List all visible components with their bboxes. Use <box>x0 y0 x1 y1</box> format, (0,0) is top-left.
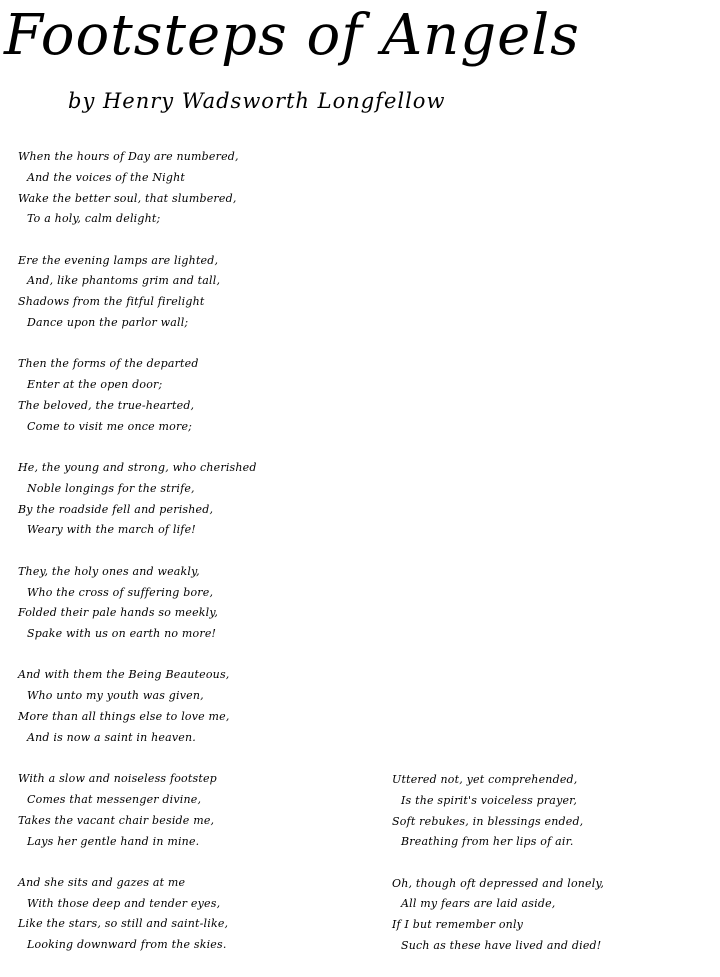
poem-line: Come to visit me once more; <box>27 419 193 433</box>
poem-line: And the voices of the Night <box>27 170 186 184</box>
poem-line: Dance upon the parlor wall; <box>27 316 189 330</box>
poem-line: Noble longings for the strife, <box>27 481 195 495</box>
poem-line: Weary with the march of life! <box>27 523 196 537</box>
poem-line: To a holy, calm delight; <box>27 212 161 226</box>
poem-byline: by Henry Wadsworth Longfellow <box>68 89 446 113</box>
poem-line: Uttered not, yet comprehended, <box>392 773 578 786</box>
poem-line: Breathing from her lips of air. <box>401 835 574 849</box>
poem-line: With those deep and tender eyes, <box>27 896 221 910</box>
poem-line: If I but remember only <box>392 918 524 932</box>
stanza <box>18 458 257 541</box>
stanza <box>18 354 257 437</box>
poem-line: He, the young and strong, who cherished <box>18 461 257 475</box>
poem-line: When the hours of Day are numbered, <box>18 150 239 163</box>
poem-line: Such as these have lived and died! <box>401 939 602 953</box>
poem-line: The beloved, the true-hearted, <box>18 398 195 412</box>
stanza <box>18 251 257 334</box>
poem-line: And, like phantoms grim and tall, <box>27 274 221 288</box>
poem-line: Who the cross of suffering bore, <box>27 585 214 599</box>
poem-line: Comes that messenger divine, <box>27 792 202 806</box>
poem-line: Like the stars, so still and saint-like, <box>18 917 229 931</box>
poem-line: Looking downward from the skies. <box>27 938 227 952</box>
poem-line: Is the spirit's voiceless prayer, <box>401 793 578 807</box>
poem-line: Soft rebukes, in blessings ended, <box>392 814 584 828</box>
poem-line: And is now a saint in heaven. <box>27 730 196 744</box>
stanza <box>18 769 257 852</box>
poem-line: With a slow and noiseless footstep <box>18 772 217 786</box>
poem-line: And she sits and gazes at me <box>18 875 186 889</box>
poem-line: Lays her gentle hand in mine. <box>27 834 200 848</box>
poem-line: More than all things else to love me, <box>18 710 230 724</box>
stanza <box>392 770 604 853</box>
poem-title: Footsteps of Angels <box>4 3 580 68</box>
stanza <box>18 873 257 956</box>
poem-line: Enter at the open door; <box>27 378 163 392</box>
stanza <box>392 874 604 957</box>
poem-line: Ere the evening lamps are lighted, <box>18 253 219 267</box>
poem-line: All my fears are laid aside, <box>401 897 556 911</box>
poem-line: Spake with us on earth no more! <box>27 627 217 641</box>
poem-line: Folded their pale hands so meekly, <box>18 606 219 620</box>
poem-column-right <box>392 770 604 977</box>
stanza <box>18 147 257 230</box>
poem-line: Takes the vacant chair beside me, <box>18 813 215 827</box>
poem-line: Wake the better soul, that slumbered, <box>18 191 237 205</box>
poem-line: They, the holy ones and weakly, <box>18 564 200 578</box>
poem-line: Oh, though oft depressed and lonely, <box>392 876 605 890</box>
stanza <box>18 665 257 748</box>
poem-line: By the roadside fell and perished, <box>18 502 214 516</box>
poem-line: Then the forms of the departed <box>18 357 199 371</box>
poem-column-left <box>18 147 257 977</box>
poem-line: Who unto my youth was given, <box>27 689 204 703</box>
poem-line: Shadows from the fitful firelight <box>18 295 205 309</box>
stanza <box>18 562 257 645</box>
poem-line: And with them the Being Beauteous, <box>18 668 230 682</box>
